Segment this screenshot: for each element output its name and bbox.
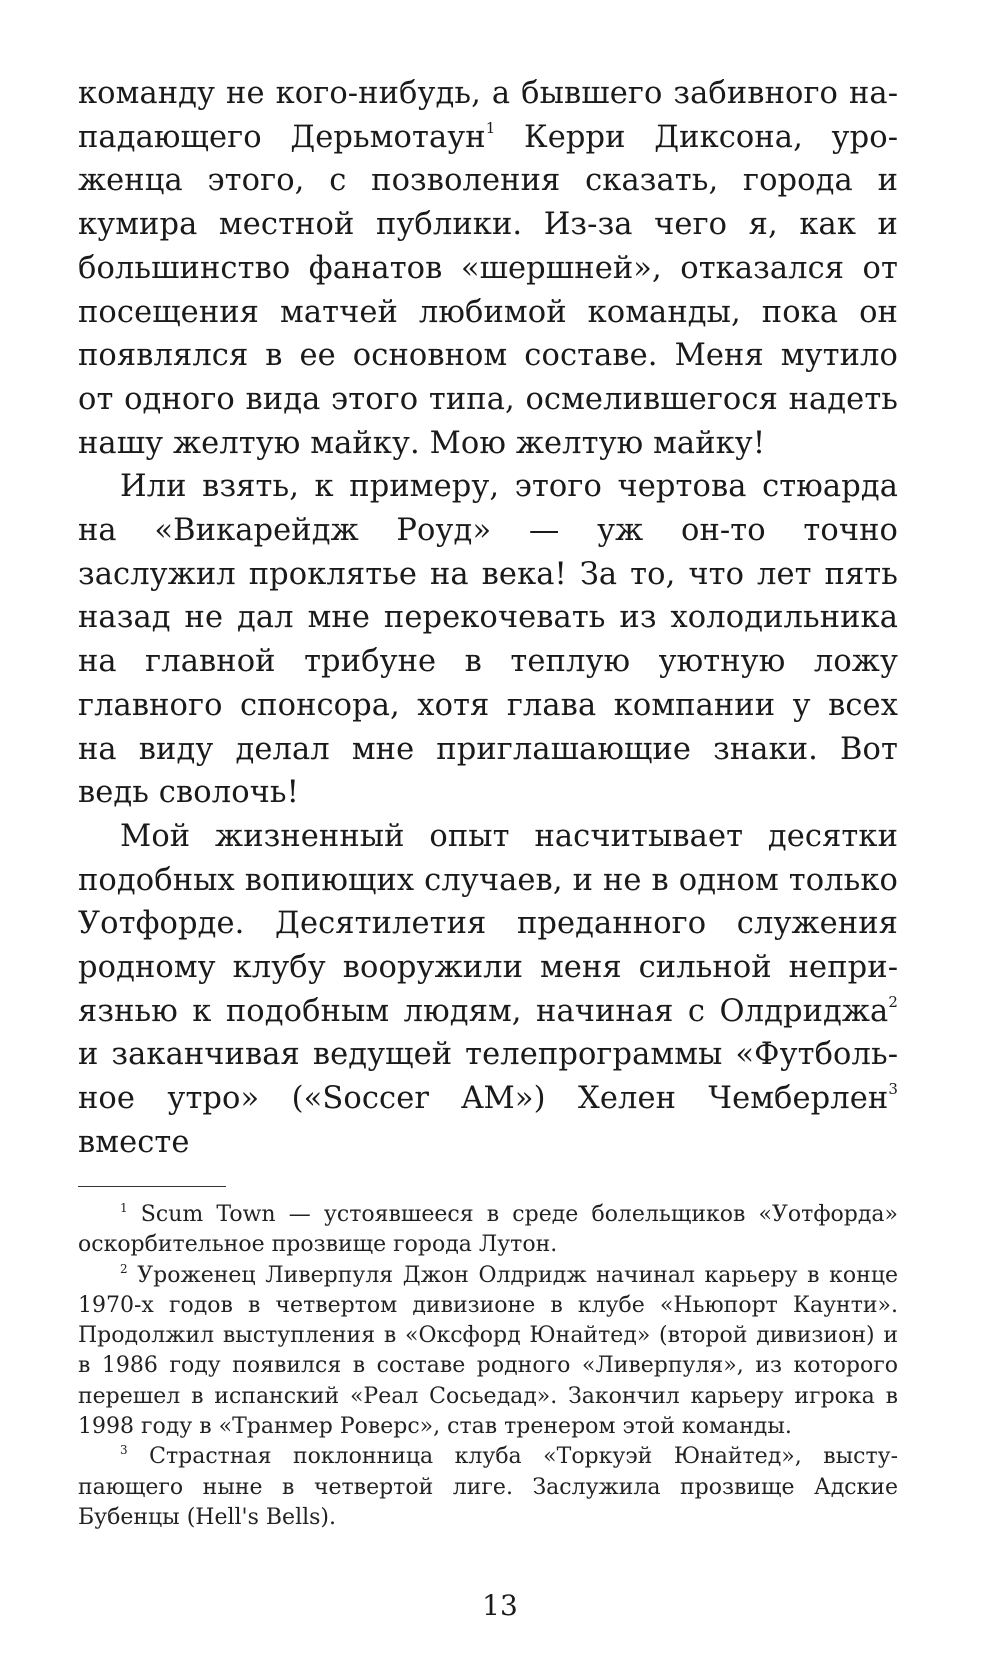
- main-text: [78, 72, 898, 1165]
- paragraph-1: [78, 72, 898, 465]
- paragraph-3-part-b: и заканчивая ведущей телепрограммы «Футбольное утро» («Soccer AM») Хелен Чемберлен: [78, 1037, 898, 1117]
- footnote-ref-3[interactable]: 3: [888, 1080, 898, 1099]
- paragraph-3-part-c: вместе: [78, 1124, 190, 1160]
- paragraph-3-part-a: Мой жизненный опыт насчитывает десятки подобных вопиющих случаев, и не в одном только Уотфорде. Десятилетия преданного служения родному клубу вооружили меня сильной неприязнью к подобным людям, начиная с Олдриджа: [78, 818, 898, 1029]
- paragraph-2-text: Или взять, к примеру, этого чертова стюарда на «Викарейдж Роуд» — уж он-то точно заслужил проклятье на века! За то, что лет пять назад не дал мне перекочевать из холодильника на главной трибуне в теплую уютную ложу главного спонсора, хотя глава компании у всех на виду делал мне приглашающие знаки. Вот ведь сволочь!: [78, 469, 898, 811]
- footnote-3-number: 3: [120, 1443, 128, 1458]
- page-number: 13: [482, 1589, 518, 1622]
- paragraph-3: [78, 815, 898, 1165]
- footnote-separator: [78, 1186, 226, 1187]
- paragraph-1-part-a: команду не кого-нибудь, а бывшего забивного нападающего Дерьмотаун: [78, 76, 898, 155]
- footnote-ref-2[interactable]: 2: [888, 992, 898, 1011]
- footnote-1: [78, 1200, 898, 1261]
- footnote-3: [78, 1442, 898, 1533]
- footnote-3-text: Страстная поклонница клуба «Торкуэй Юнайтед», выступающего ныне в четвертой лиге. Заслужила прозвище Адские Бубенцы (Hell's Bells).: [78, 1444, 898, 1530]
- footnote-ref-1[interactable]: 1: [485, 118, 496, 137]
- footnote-1-number: 1: [120, 1201, 128, 1215]
- footnote-2-number: 2: [120, 1261, 128, 1276]
- footnote-2-text: Уроженец Ливерпуля Джон Олдридж начинал карьеру в конце 1970-х годов в четвертом дивизионе в клубе «Ньюпорт Каунти». Продолжил выступления в «Оксфорд Юнайтед» (второй дивизион) и в 1986 году появился в составе родного «Ливерпуля», из которого перешел в испанский «Реал Сосьедад». Закончил карьеру игрока в 1998 году в «Транмер Роверс», став тренером этой команды.: [78, 1262, 898, 1440]
- paragraph-2: [78, 465, 898, 815]
- footnote-1-text: Scum Town — устоявшееся в среде болельщиков «Уотфорда» оскорбительное прозвище города Лутон.: [78, 1202, 898, 1258]
- footnote-2: [78, 1261, 898, 1443]
- footnotes: [78, 1200, 898, 1533]
- paragraph-1-part-b: Керри Диксона, уроженца этого, с позволения сказать, города и кумира местной публики. Из-за чего я, как и большинство фанатов «шершней», отказался от посещения матчей любимой команды, пока он появлялся в ее основном составе. Меня мутило от одного вида этого типа, осмелившегося надеть нашу желтую майку. Мою желтую майку!: [78, 119, 898, 461]
